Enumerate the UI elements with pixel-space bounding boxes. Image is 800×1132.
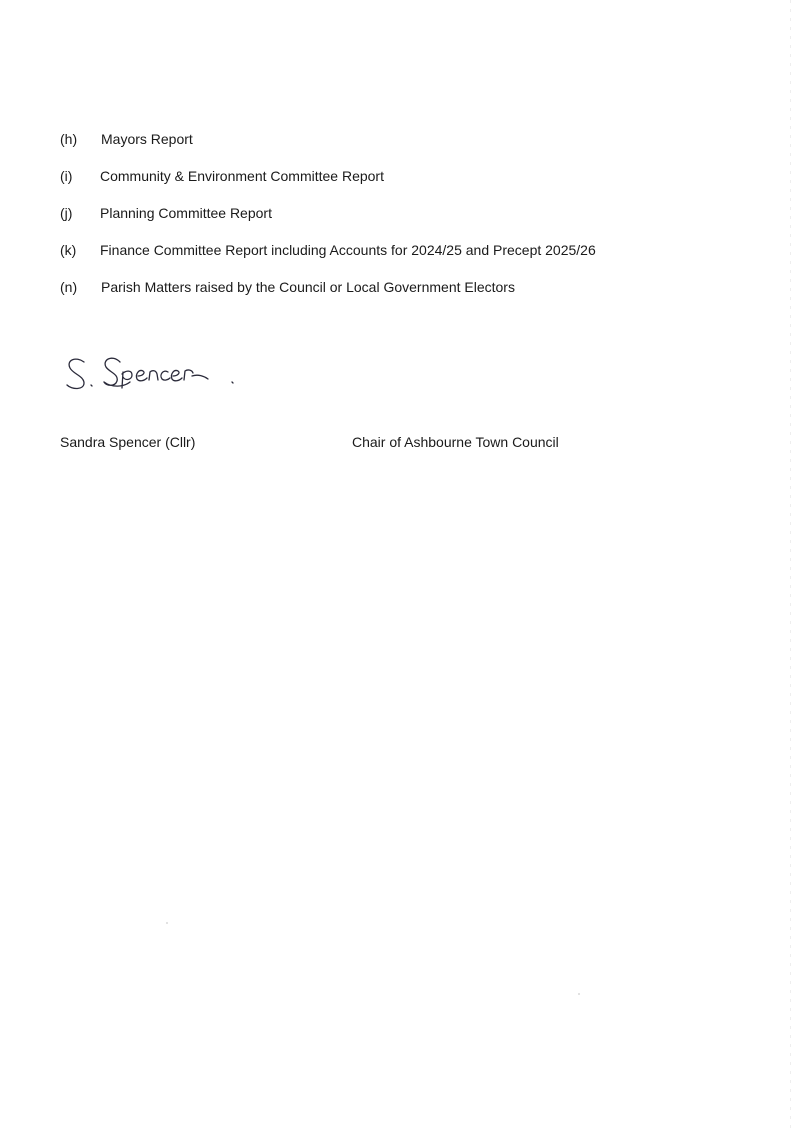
agenda-item-title: Mayors Report [101, 131, 193, 147]
handwritten-signature [62, 352, 252, 398]
agenda-item-title: Finance Committee Report including Accounts for 2024/25 and Precept 2025/26 [100, 242, 596, 258]
agenda-item-title: Planning Committee Report [100, 205, 272, 221]
agenda-item-ref: (j) [60, 205, 73, 221]
agenda-item-ref: (k) [60, 242, 77, 258]
signatory-name: Sandra Spencer (Cllr) [60, 434, 196, 450]
agenda-item-title: Parish Matters raised by the Council or Local Government Electors [101, 279, 515, 295]
agenda-item-ref: (i) [60, 168, 73, 184]
agenda-item-ref: (n) [60, 279, 78, 295]
agenda-item-title: Community & Environment Committee Report [100, 168, 384, 184]
scan-speck [166, 922, 168, 924]
signatory-role: Chair of Ashbourne Town Council [352, 434, 559, 450]
agenda-item-ref: (h) [60, 131, 78, 147]
scan-edge-artifact [790, 0, 791, 1132]
scan-speck [578, 993, 580, 995]
